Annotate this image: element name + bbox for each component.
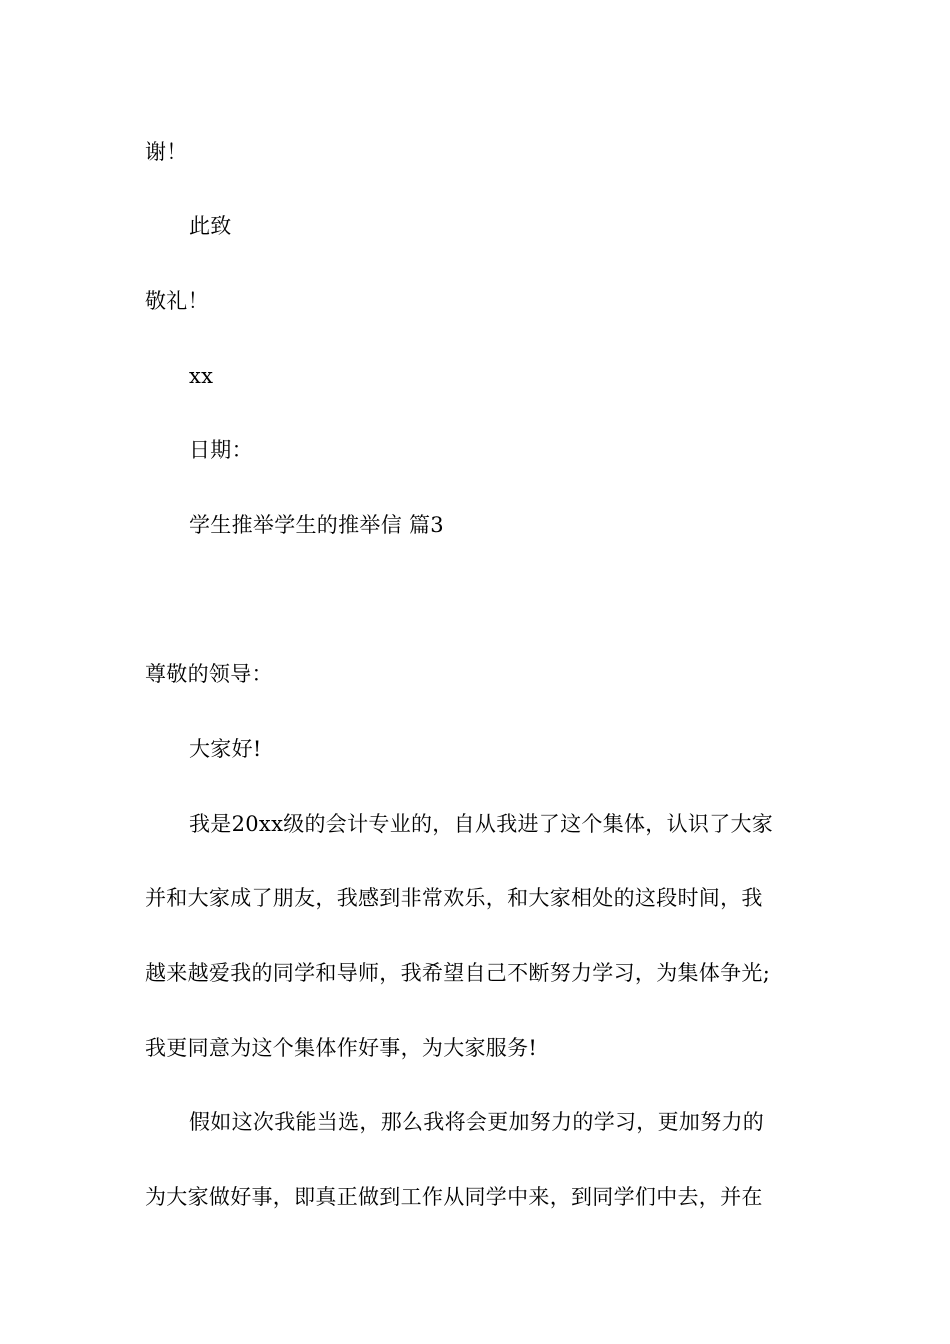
paragraph-line: 我是20xx级的会计专业的，自从我进了这个集体，认识了大家 (189, 812, 774, 836)
paragraph-line: 假如这次我能当选，那么我将会更加努力的学习，更加努力的 (189, 1110, 765, 1134)
section-title: 学生推举学生的推举信 篇3 (189, 513, 444, 537)
signature-name: xx (189, 364, 214, 388)
salutation-cizhi: 此致 (189, 214, 232, 238)
closing-thanks: 谢！ (145, 140, 188, 164)
salutation-jingli: 敬礼！ (145, 289, 209, 313)
date-label: 日期： (189, 438, 253, 462)
paragraph-line: 为大家做好事，即真正做到工作从同学中来，到同学们中去，并在 (145, 1185, 763, 1209)
paragraph-line: 我更同意为这个集体作好事，为大家服务! (145, 1036, 538, 1060)
greeting-leaders: 尊敬的领导： (145, 662, 273, 686)
greeting-everyone: 大家好! (189, 737, 262, 761)
paragraph-line: 并和大家成了朋友，我感到非常欢乐，和大家相处的这段时间，我 (145, 886, 763, 910)
paragraph-line: 越来越爱我的同学和导师，我希望自己不断努力学习，为集体争光; (145, 961, 771, 985)
